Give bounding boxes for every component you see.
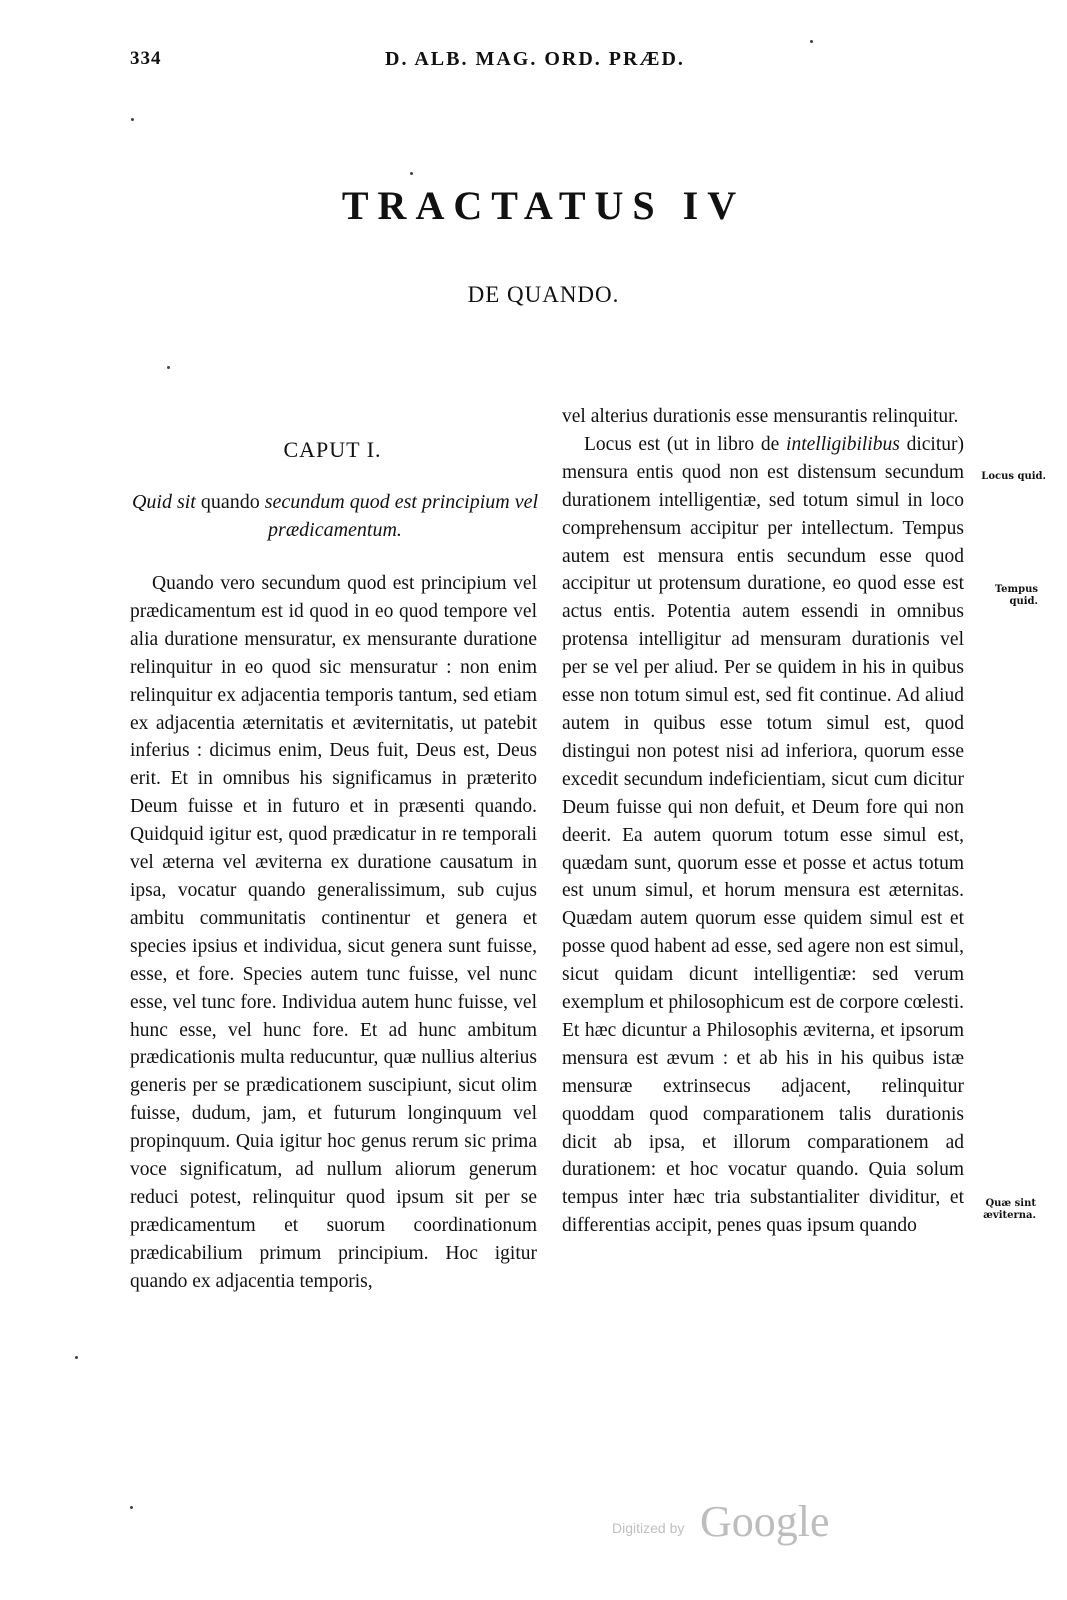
paper-speck [410, 172, 413, 175]
margin-note-aeviterna: Quæ sint æviterna. [983, 1198, 1036, 1221]
paper-speck [75, 1356, 78, 1359]
body-paragraph: Quando vero secundum quod est principium vel prædicamentum est id quod in eo quod tempore vel alia duratione mensuratur, ex mensurante duratione relinquitur in eo quod sic mensuratur : non enim relinquitur ex adjacentia temporis tantum, sed etiam ex adjacentia æternitatis et æviternitatis, ut patebit inferius : dicimus enim, Deus fuit, Deus est, Deus erit. Et in omnibus his significamus in præterito Deum fuisse et in futuro et in præsenti quando. Quidquid igitur est, quod prædicatur in re temporali vel æterna vel æviterna ex duratione causatum in ipsa, vocatur quando generalissimum, sub cujus ambitu communitatis continentur et genera et species ipsius et individua, sicut genera sunt fuisse, esse, et fore. Species autem tunc fuisse, vel nunc esse, vel tunc fore. Individua autem hunc fuisse, vel hunc esse, vel hunc fore. Et ad hunc ambitum prædicationis multa reducuntur, quæ nullius alterius generis per se prædicationem suscipiunt, sicut olim fuisse, dudum, jam, et futurum longinquum vel propinquum. Quia igitur hoc genus rerum sic prima voce significatum, ad nullum aliorum generum reduci potest, relinquitur quod ipsum sit per se prædicamentum et suorum coordinationum prædicabilium primum principium. Hoc igitur quando ex adjacentia temporis, [130, 573, 537, 1292]
paper-speck [131, 118, 134, 121]
treatise-title: TRACTATUS IV [341, 183, 746, 228]
left-column [130, 570, 537, 1296]
treatise-subject: DE QUANDO. [467, 282, 620, 307]
paragraph-text: Locus est (ut in libro de [584, 433, 787, 455]
chapter-subtitle-italic-start: Quid sit [131, 491, 196, 513]
chapter-subtitle [130, 488, 540, 544]
page-number: 334 [130, 48, 162, 69]
italic-title: intelligibilibus [786, 433, 900, 455]
chapter-title: CAPUT I. [283, 437, 382, 462]
paper-speck [167, 366, 170, 369]
paragraph-text: dicitur) mensura entis quod non est distensum secundum durationem intelligentiæ, sed totum simul in loco comprehensum accipitur per intellectum. Tempus autem est mensura entis secundum esse quod accipitur ut protensum duratione, eo quod esse est actus entis. Potentia autem essendi in omnibus protensa intelligitur ad mensuram durationis vel per se vel per aliud. Per se quidem in his in quibus esse non totum simul est, sed fit continue. Ad aliud autem in quibus esse totum simul est, quod distingui non potest nisi ad inferiora, quorum esse excedit secundum indeficientiam, sicut cum dicitur Deum fuisse qui non defuit, et Deum fore qui non deerit. Ea autem quorum totum esse simul est, quædam sunt, quorum esse et posse et actus totum est unum simul, et horum mensura est æternitas. Quædam autem quorum esse quidem simul est et posse quod habent ad esse, sed agere non est simul, sicut quidam dicunt intelligentiæ: sed verum exemplum et philosophicum est de corpore cœlesti. Et hæc dicuntur a Philosophis æviterna, et ipsorum mensura est ævum : et ab his in his quibus istæ mensuræ extrinsecus adjacent, relinquitur quoddam quod comparationem talis durationis dicit ab ipsa, et illorum comparationem ad durationem: et hoc vocatur quando. Quia solum tempus inter hæc tria substantialiter dividitur, et differentias accipit, penes quas ipsum quando [562, 433, 964, 1237]
continued-paragraph: vel alterius durationis esse mensurantis relinquitur. [562, 406, 959, 427]
paper-speck [810, 40, 813, 43]
body-paragraph [562, 431, 964, 1240]
margin-note-tempus: Tempus quid. [994, 584, 1038, 607]
watermark-brand: Google [700, 1497, 830, 1546]
running-head [0, 48, 1067, 78]
paper-speck [130, 1506, 133, 1509]
chapter-subtitle-italic-end: secundum quod est principium vel prædicamentum. [264, 491, 539, 541]
running-title: D. ALB. MAG. ORD. PRÆD. [385, 48, 685, 70]
chapter-subtitle-roman: quando [195, 491, 265, 513]
margin-note-locus: Locus quid. [981, 471, 1046, 482]
watermark-prefix: Digitized by [612, 1520, 685, 1536]
right-column [562, 403, 964, 1240]
